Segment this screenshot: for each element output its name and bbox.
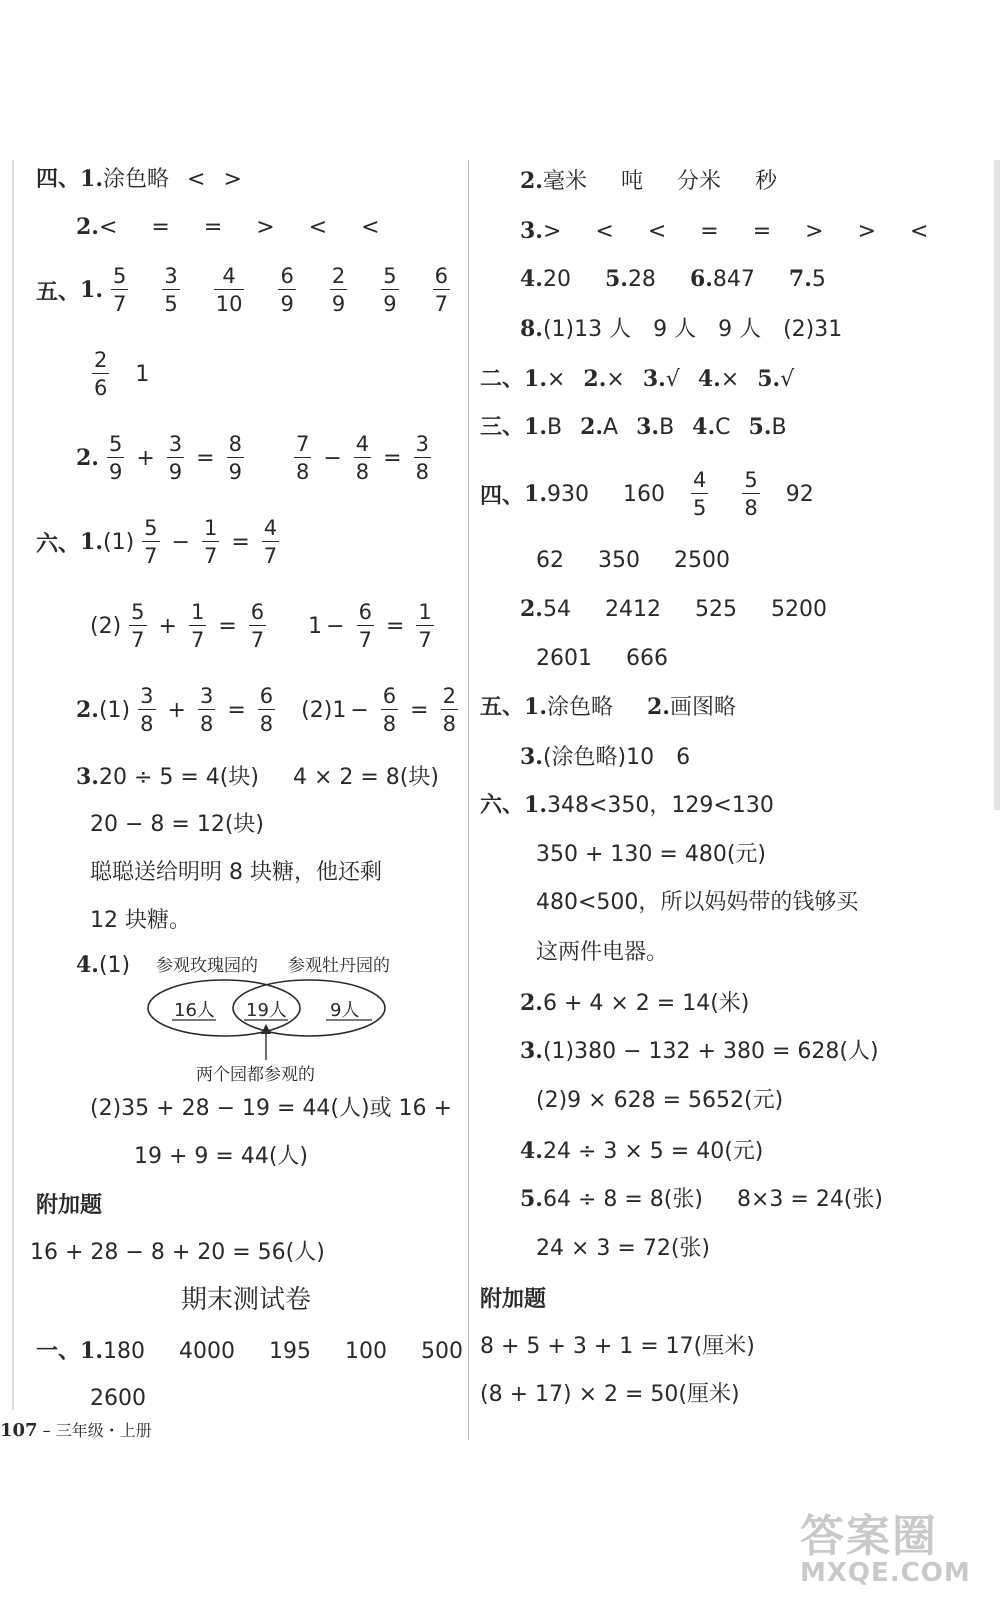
left-s4-q1 [36,164,242,194]
fraction: $\frac{1}{7}$ [203,515,218,568]
answer-value: 160 [622,481,665,507]
answer-text: (2)9 × 628 = 5652(元) [536,1088,784,1113]
answer-value: 92 [785,481,814,507]
symbol: = [700,219,719,244]
symbol: < [98,215,118,240]
venn-label-right: 参观牡丹园的 [288,956,390,976]
answer-value: 2600 [90,1386,146,1411]
left-s6-q1-2: (2) $\frac{5}{7}$ + $\frac{1}{7}$ = $\frac{6}{7}$ 1 − $\frac{6}{7}$ = $\frac{1}{7}$ [90,599,432,652]
answer-value: 5 [811,267,826,292]
fraction: $\frac{2}{6}$ [94,347,108,400]
question-number: 2. [647,694,670,720]
fraction: $\frac{6}{7}$ [434,263,448,316]
answer-value: 525 [694,597,737,622]
section-label: 五、 [480,694,525,720]
left-s6-q3-line1 [76,762,439,792]
question-number: 8. [520,316,543,342]
left-s4-q2 [76,212,380,242]
answer-value: 1 [135,361,150,387]
answer-text: 24 ÷ 3 × 5 = 40(元) [542,1139,764,1164]
right-s6-q4 [520,1136,763,1166]
answer-value: 666 [626,646,668,671]
left-s6-q1-1: 六、 1. (1) $\frac{5}{7}$ − $\frac{1}{7}$ = $\frac{4}{7}$ [36,515,278,568]
symbol: < [595,219,614,244]
answer-value: 2601 [536,646,592,671]
symbol: < [361,215,380,240]
grade-label: 三年级・上册 [55,1421,152,1440]
answer-text: 19 + 9 = 44(人) [134,1144,308,1169]
right-q4-q7 [520,264,826,294]
left-f1-q1 [36,1336,463,1366]
choice-answer: B [546,415,563,440]
choice-answer: B [659,415,675,440]
fraction: $\frac{1}{7}$ [418,599,432,652]
fraction: $\frac{6}{8}$ [259,683,274,736]
answer-value: 4000 [178,1339,235,1364]
question-number: 2. [520,168,543,194]
fraction: $\frac{4}{8}$ [355,431,370,484]
part-label: (1) [98,697,131,723]
answer-value: 930 [546,481,589,507]
fraction: $\frac{2}{9}$ [331,263,346,316]
judgement-mark: √ [780,367,795,392]
answer-value: 350 [598,548,640,573]
answer-text: 20 ÷ 5 = 4(块) [98,765,259,790]
right-q2 [520,166,777,196]
judgement-mark: × [720,367,740,392]
symbol: > [805,219,824,244]
right-s2: 二、1.× 2.× 3.√ 4.× 5.√ [480,366,795,392]
page-edge-right [994,160,1000,810]
fraction: $\frac{4}{7}$ [263,515,278,568]
answer-text: 6 + 4 × 2 = 14(米) [542,991,750,1016]
watermark-url: MXQE.COM [800,1558,971,1588]
question-number: 1. [80,529,103,555]
section-label: 一、 [36,1338,81,1364]
fraction: $\frac{2}{8}$ [442,683,456,736]
watermark-text: 答案圈 [800,1511,938,1562]
answer-text: 12 块糖。 [90,908,191,933]
question-number: 4. [520,1138,543,1164]
question-number: 5. [520,1186,543,1212]
right-s6-q3 [520,1036,879,1066]
fraction: $\frac{7}{8}$ [295,431,310,484]
symbol: < [187,167,206,192]
right-s4-q2-cont [536,644,668,674]
bonus-title: 附加题 [36,1192,103,1218]
right-s6-q2 [520,988,749,1018]
judgement-mark: × [546,367,566,392]
venn-only-left: 16人 [174,1000,215,1021]
symbol: > [542,219,562,244]
venn-arrow-head [261,1024,271,1034]
answer-text: 分米 [677,169,722,194]
fraction: $\frac{3}{8}$ [140,683,154,736]
fraction: $\frac{5}{9}$ [383,263,397,316]
venn-both: 19人 [246,1000,287,1021]
part-label: (2) [90,613,122,639]
answer-text: 吨 [620,169,643,194]
fraction: $\frac{4}{5}$ [692,467,707,520]
symbol: = [203,215,223,240]
answer-value: 2500 [674,548,730,573]
venn-only-right: 9人 [330,1000,360,1021]
question-number: 6. [689,266,713,292]
answer-value: 2412 [604,597,661,622]
answer-value: 28 [627,267,656,292]
answer-text: (涂色略)10 6 [542,745,691,770]
part-label: (2) [301,697,333,723]
answer-value: 500 [420,1339,463,1364]
question-number: 2. [520,990,543,1016]
question-number: 3. [520,218,543,244]
right-q8 [520,314,842,344]
fraction: $\frac{3}{8}$ [199,683,214,736]
answer-text: (2)35 + 28 − 19 = 44(人)或 16 + [90,1096,452,1121]
venn-label-left: 参观玫瑰园的 [156,956,258,976]
symbol: > [256,215,275,240]
part-label: (1) [98,953,131,978]
watermark-logo [800,1500,990,1588]
section-label: 六、 [36,530,81,557]
fraction: $\frac{6}{7}$ [358,599,372,652]
answer-text: (1)13 人 9 人 9 人 (2)31 [542,317,843,342]
symbol: > [857,219,877,244]
choice-answer: B [771,415,787,440]
right-s6-q1 [480,790,774,820]
part-label: (1) [102,529,135,555]
left-s6-q2: 2. (1) $\frac{3}{8}$ + $\frac{3}{8}$ = $\frac{6}{8}$ (2) 1 − $\frac{6}{8}$ = $\frac{2}{8}$ [76,683,456,736]
bonus-title: 附加题 [480,1286,547,1312]
right-s4-q2 [520,594,827,624]
final-exam-title: 期末测试卷 [180,1285,311,1315]
answer-text: 这两件电器。 [536,940,669,965]
right-q3 [520,216,928,246]
section-label: 四、 [480,482,525,509]
answer-text: 涂色略 [102,167,169,192]
symbol: = [151,215,170,240]
question-number: 4. [76,952,99,978]
fraction: $\frac{3}{5}$ [164,263,178,316]
right-s3: 三、1.B 2.A 3.B 4.C 5.B [480,414,787,440]
question-number: 2. [76,445,99,471]
judgement-mark: √ [665,367,680,392]
answer-text: 16 + 28 − 8 + 20 = 56(人) [30,1240,325,1265]
footer-dash: – [42,1421,51,1440]
answer-text: 480<500，所以妈妈带的钱够买 [536,890,859,915]
answer-text: (8 + 17) × 2 = 50(厘米) [480,1382,740,1407]
right-s4-q1-cont [536,546,730,576]
fraction: $\frac{6}{8}$ [382,683,397,736]
answer-text: 8×3 = 24(张) [736,1187,883,1212]
answer-text: 画图略 [669,695,736,720]
page-footer [0,1418,152,1441]
right-s4-q1 [480,456,814,532]
answer-text: 聪聪送给明明 8 块糖，他还剩 [90,860,382,885]
answer-value: 5200 [770,597,827,622]
question-number: 3. [520,744,543,770]
section-label: 三、 [480,414,525,440]
fraction: $\frac{6}{9}$ [280,263,294,316]
question-number: 5. [604,266,628,292]
right-s5-q1q2 [480,692,736,722]
answer-text: 20 − 8 = 12(块) [90,812,264,837]
question-number: 1. [80,1338,103,1364]
question-number: 2. [76,214,99,240]
answer-value: 847 [712,267,755,292]
section-label: 五、 [36,278,81,305]
answer-text: 24 × 3 = 72(张) [536,1236,710,1261]
answer-value: 180 [102,1339,145,1364]
symbol: < [647,219,667,244]
answer-value: 195 [268,1339,311,1364]
page-number: 107 [0,1420,38,1441]
left-s5-q2: 2. $\frac{5}{9}$ + $\frac{3}{9}$ = $\frac{8}{9}$ $\frac{7}{8}$ − $\frac{4}{8}$ = $\frac{3}{8}$ [76,431,429,484]
answer-value: 20 [542,267,571,292]
symbol: > [223,167,242,192]
fraction: $\frac{4}{10}$ [215,263,243,316]
column-divider [468,160,469,1440]
question-number: 1. [80,166,103,192]
answer-value: 62 [536,548,564,573]
fraction: $\frac{1}{7}$ [190,599,205,652]
question-number: 3. [520,1038,543,1064]
answer-text: 秒 [755,169,778,194]
right-s6-q5 [520,1184,883,1214]
answer-value: 54 [542,597,571,622]
question-number: 1. [524,792,547,818]
venn-bottom-label: 两个园都参观的 [196,1065,315,1085]
answer-text: 毫米 [542,169,587,194]
fraction: $\frac{5}{7}$ [144,515,158,568]
page-edge-left [12,160,14,1410]
question-number: 1. [524,481,547,507]
answer-text: 348<350，129<130 [546,793,774,818]
fraction: $\frac{5}{9}$ [108,431,123,484]
judgement-mark: × [606,367,625,392]
section-label: 六、 [480,792,525,818]
symbol: < [910,219,929,244]
answer-value: 100 [344,1339,387,1364]
fraction: $\frac{8}{9}$ [228,431,242,484]
fraction: $\frac{3}{9}$ [168,431,183,484]
right-s5-q3 [520,742,690,772]
section-label: 二、 [480,366,525,392]
fraction: $\frac{5}{7}$ [131,599,145,652]
answer-text: 350 + 130 = 480(元) [536,842,766,867]
fraction: $\frac{5}{7}$ [112,263,127,316]
question-number: 1. [80,277,103,303]
answer-text: (1)380 − 132 + 380 = 628(人) [542,1039,879,1064]
question-number: 2. [520,596,543,622]
fraction: $\frac{5}{8}$ [744,467,758,520]
question-number: 1. [524,694,547,720]
answer-text: 4 × 2 = 8(块) [292,765,439,790]
answer-text: 64 ÷ 8 = 8(张) [542,1187,703,1212]
question-number: 2. [76,697,99,723]
venn-diagram [36,948,456,1088]
question-number: 3. [76,764,99,790]
section-label: 四、 [36,166,81,192]
fraction: $\frac{3}{8}$ [415,431,429,484]
choice-answer: A [603,415,619,440]
fraction: $\frac{6}{7}$ [250,599,265,652]
symbol: < [308,215,328,240]
choice-answer: C [715,415,731,440]
symbol: = [752,219,772,244]
left-s5-q1-cont [84,336,149,412]
question-number: 4. [520,266,543,292]
answer-text: 涂色略 [546,695,613,720]
left-s5-q1 [36,252,458,328]
question-number: 7. [788,266,812,292]
answer-text: 8 + 5 + 3 + 1 = 17(厘米) [480,1334,755,1359]
